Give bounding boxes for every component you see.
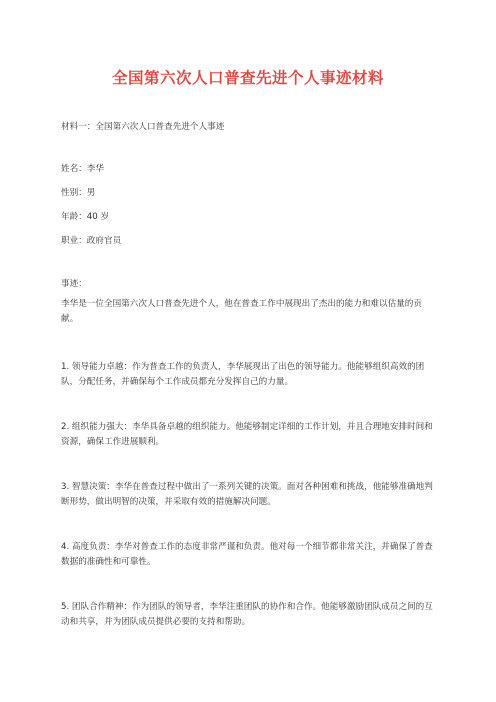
profile-name: 姓名：李华 bbox=[61, 164, 104, 174]
deed-item-5: 5. 团队合作精神：作为团队的领导者，李华注重团队的协作和合作。他能够激励团队成员之间的互动和共享，并为团队成员提供必要的支持和帮助。 bbox=[61, 602, 433, 627]
profile-gender: 性别：男 bbox=[61, 188, 96, 198]
deeds-heading: 事迹： bbox=[61, 279, 87, 289]
material-subtitle: 材料一：全国第六次人口普查先进个人事迹 bbox=[61, 122, 225, 132]
intro-paragraph: 李华是一位全国第六次人口普查先进个人，他在普查工作中展现出了杰出的能力和难以估量的贡献。 bbox=[61, 299, 422, 324]
deed-item-1: 1. 领导能力卓越：作为普查工作的负责人，李华展现出了出色的领导能力。他能够组织高效的团队，分配任务，并确保每个工作成员都充分发挥自己的力量。 bbox=[61, 362, 425, 387]
profile-age: 年龄：40 岁 bbox=[61, 212, 110, 222]
profile-occupation: 职业：政府官员 bbox=[61, 236, 122, 246]
deed-item-2: 2. 组织能力强大：李华具备卓越的组织能力。他能够制定详细的工作计划，并且合理地安排时间和资源，确保工作进展顺利。 bbox=[61, 422, 433, 447]
document-title: 全国第六次人口普查先进个人事迹材料 bbox=[111, 69, 384, 87]
deed-item-3: 3. 智慧决策：李华在普查过程中做出了一系列关键的决策。面对各种困难和挑战，他能够准确地判断形势，做出明智的决策，并采取有效的措施解决问题。 bbox=[61, 482, 433, 507]
deed-item-4: 4. 高度负责：李华对普查工作的态度非常严谨和负责。他对每一个细节都非常关注，并确保了普查数据的准确性和可靠性。 bbox=[61, 542, 433, 567]
